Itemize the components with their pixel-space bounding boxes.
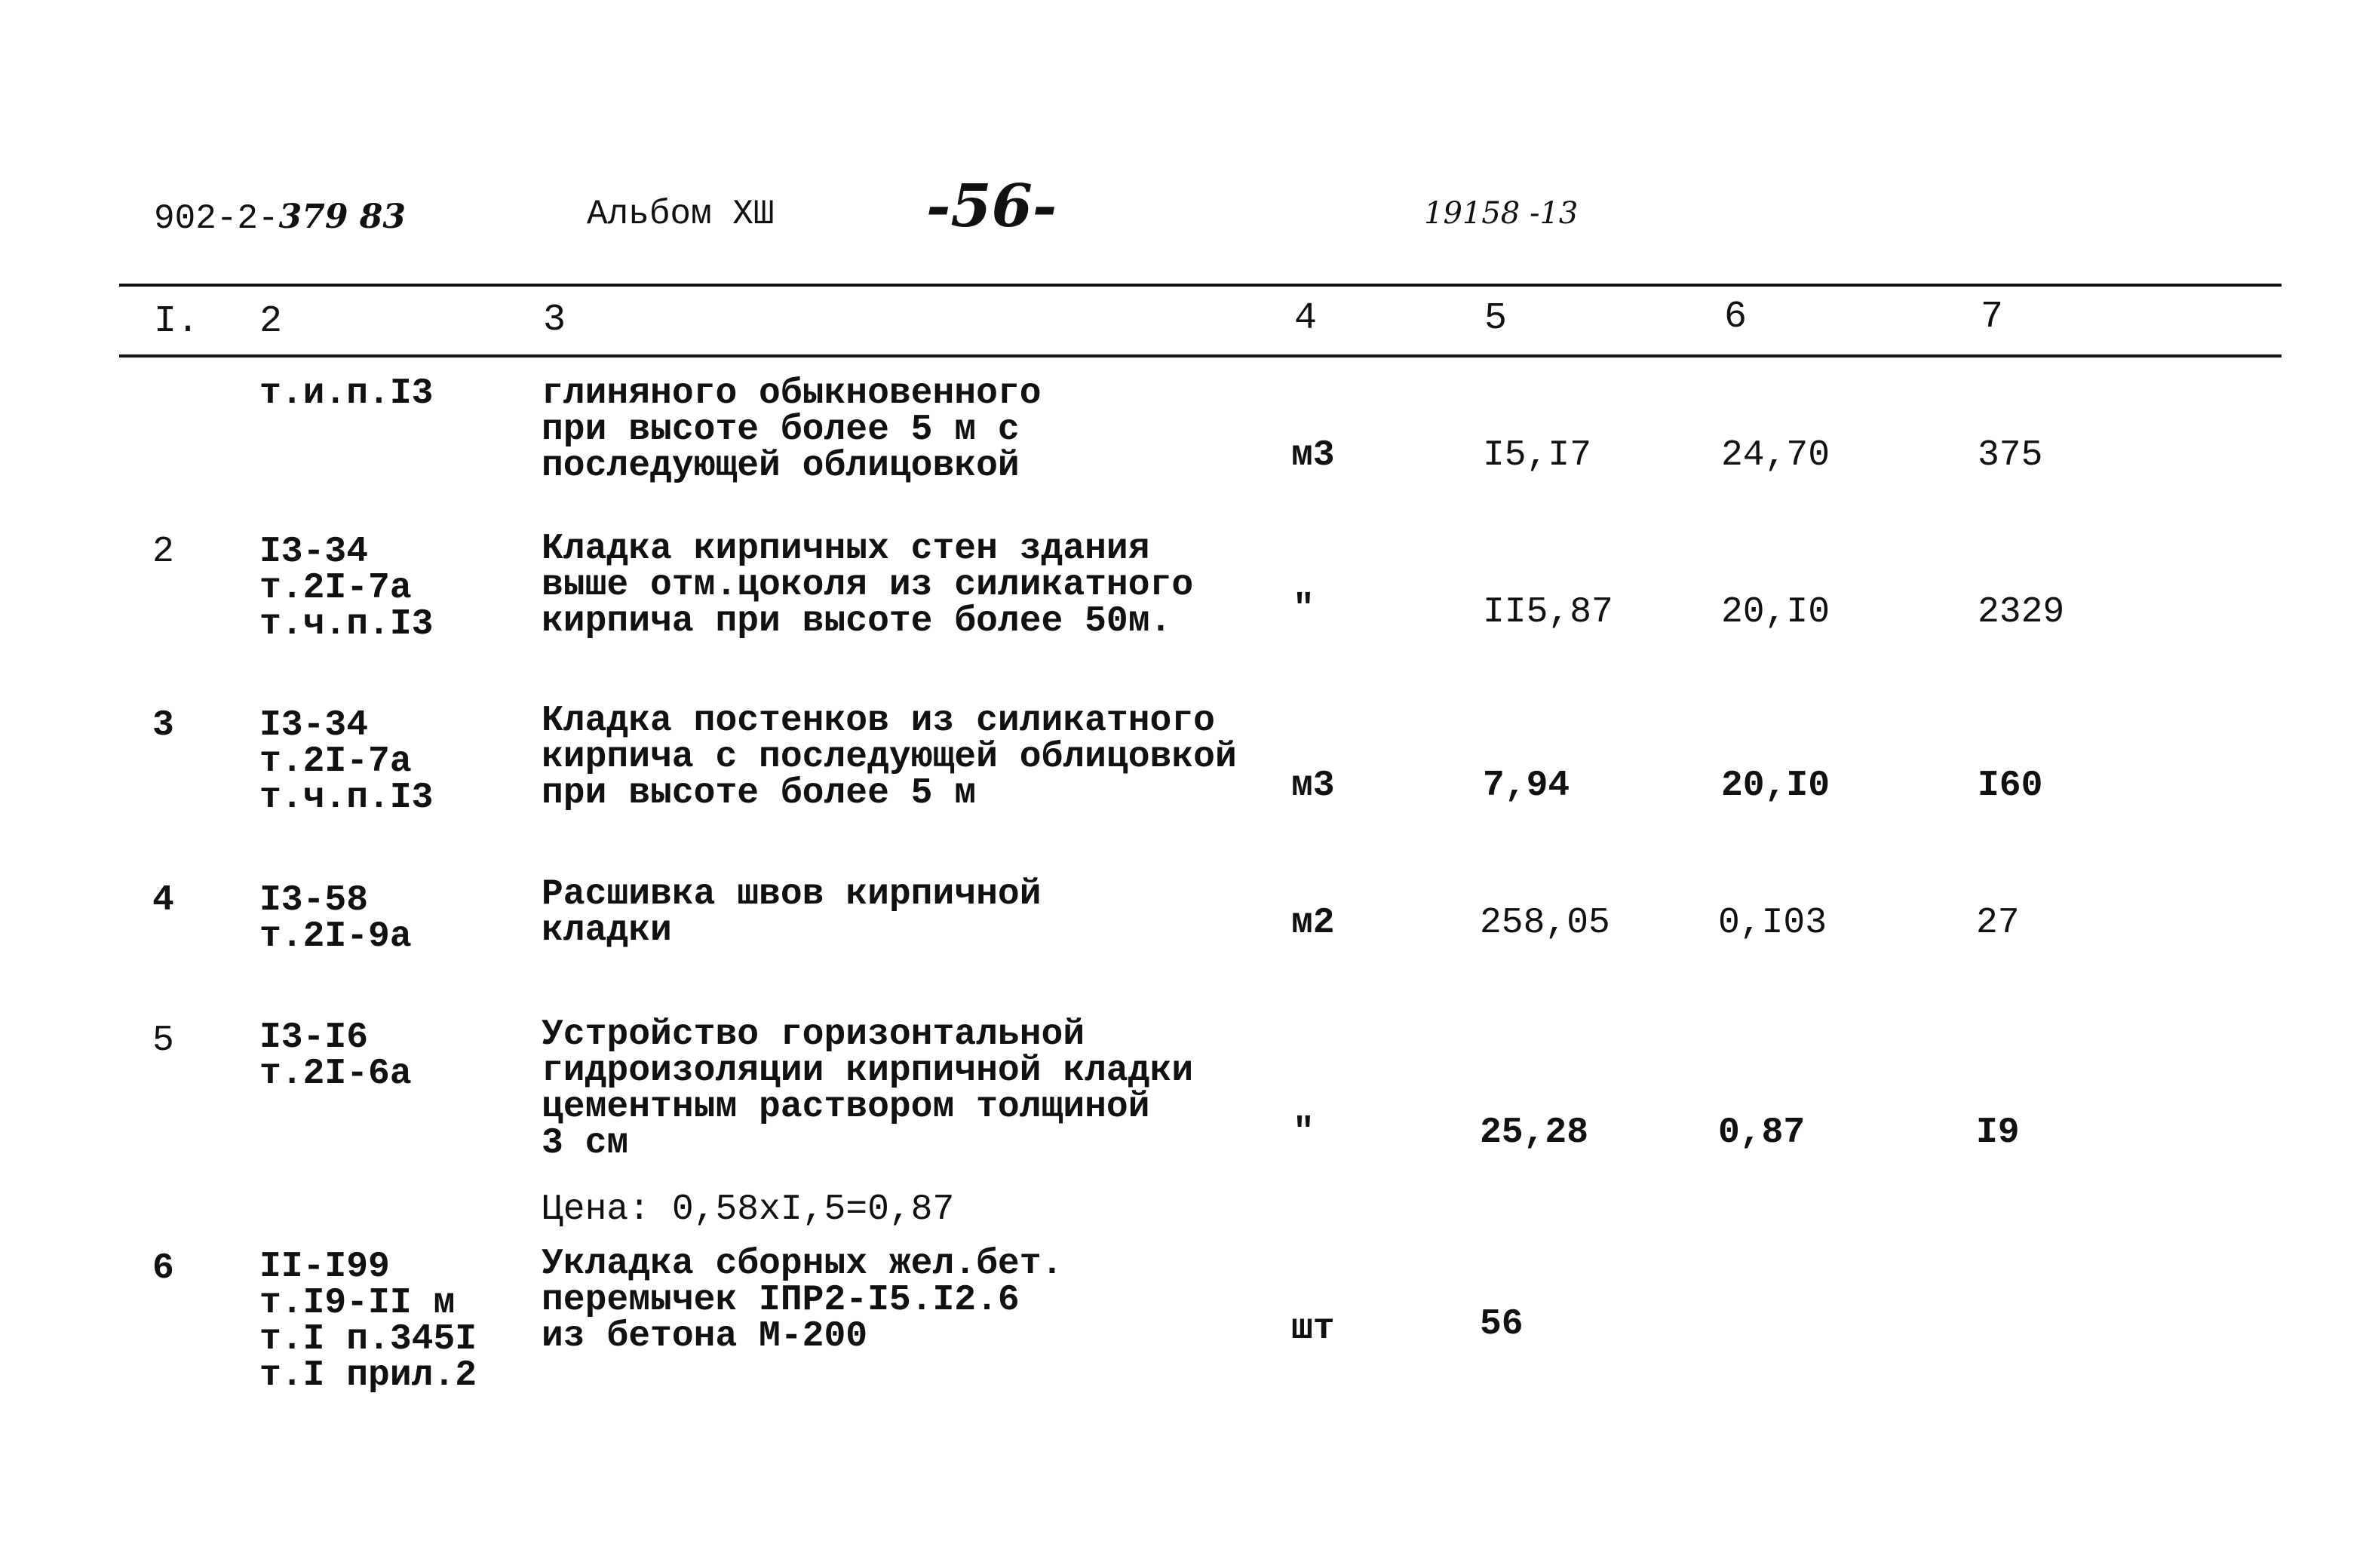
- row-unit: ": [1293, 1112, 1315, 1153]
- row-total: 375: [1978, 435, 2043, 476]
- row-unit: шт: [1291, 1309, 1335, 1349]
- row-description: Кладка кирпичных стен здания выше отм.цоколя из силикатного кирпича при высоте более 50м.: [542, 529, 1194, 642]
- row-price: 20,I0: [1721, 766, 1830, 806]
- row-description: Расшивка швов кирпичной кладки: [542, 874, 1042, 951]
- row-number: 4: [152, 880, 174, 921]
- row-quantity: 258,05: [1480, 903, 1610, 944]
- row-quantity: 7,94: [1483, 766, 1570, 806]
- col-header-3: 3: [543, 299, 566, 342]
- row-quantity: 25,28: [1480, 1112, 1589, 1153]
- col-header-5: 5: [1484, 297, 1508, 340]
- row-total: I60: [1978, 766, 2043, 806]
- column-header-rule: [119, 354, 2282, 357]
- row-total: 2329: [1978, 592, 2065, 633]
- row-number: 2: [152, 532, 174, 572]
- col-header-1: I.: [154, 300, 200, 343]
- top-rule: [119, 284, 2282, 287]
- col-header-7: 7: [1981, 296, 2004, 339]
- row-quantity: II5,87: [1483, 592, 1613, 633]
- row-price: 24,70: [1721, 435, 1830, 476]
- row-quantity: I5,I7: [1483, 435, 1592, 476]
- row-description: Кладка постенков из силикатного кирпича с последующей облицовкой при высоте более 5 м: [542, 701, 1237, 814]
- row-ref: II-I99 т.I9-II м т.I п.345I т.I прил.2: [259, 1247, 477, 1396]
- row-ref: т.и.п.I3: [259, 373, 434, 414]
- album-title: Альбом XШ: [587, 195, 775, 234]
- row-unit: м3: [1291, 435, 1335, 476]
- row-total: 27: [1976, 903, 2020, 944]
- page-number: -56-: [926, 172, 1057, 241]
- row-price: 0,87: [1718, 1112, 1806, 1153]
- row-description: Устройство горизонтальной гидроизоляции кирпичной кладки цементным раствором толщиной 3 см: [542, 1014, 1194, 1164]
- row-number: 3: [152, 705, 174, 746]
- row-ref: I3-34 т.2I-7а т.ч.п.I3: [259, 705, 434, 818]
- row-total: I9: [1976, 1112, 2020, 1153]
- row-unit: ": [1293, 589, 1315, 630]
- col-header-2: 2: [259, 300, 283, 343]
- col-header-4: 4: [1294, 297, 1318, 340]
- row-ref: I3-58 т.2I-9а: [259, 880, 412, 957]
- row-ref: I3-I6 т.2I-6а: [259, 1017, 412, 1094]
- doc-code: [154, 198, 406, 238]
- doc-code-printed: 902-2-: [154, 199, 279, 238]
- row-number: 6: [152, 1248, 174, 1289]
- row-quantity: 56: [1480, 1304, 1524, 1345]
- price-note: Цена: 0,58хI,5=0,87: [542, 1189, 955, 1230]
- row-price: 20,I0: [1721, 592, 1830, 633]
- row-description: Укладка сборных жел.бет. перемычек IПР2-I5.I2.6 из бетона М-200: [542, 1244, 1063, 1357]
- registration-number: 19158 -13: [1424, 196, 1579, 231]
- row-price: 0,I03: [1718, 903, 1827, 944]
- row-number: 5: [152, 1020, 174, 1061]
- row-unit: м2: [1291, 903, 1335, 944]
- row-description: глиняного обыкновенного при высоте более 5 м с последующей облицовкой: [542, 373, 1042, 486]
- col-header-6: 6: [1724, 296, 1748, 339]
- row-unit: м3: [1291, 766, 1335, 806]
- doc-code-handwritten: 379 83: [278, 198, 407, 236]
- row-ref: I3-34 т.2I-7а т.ч.п.I3: [259, 532, 434, 645]
